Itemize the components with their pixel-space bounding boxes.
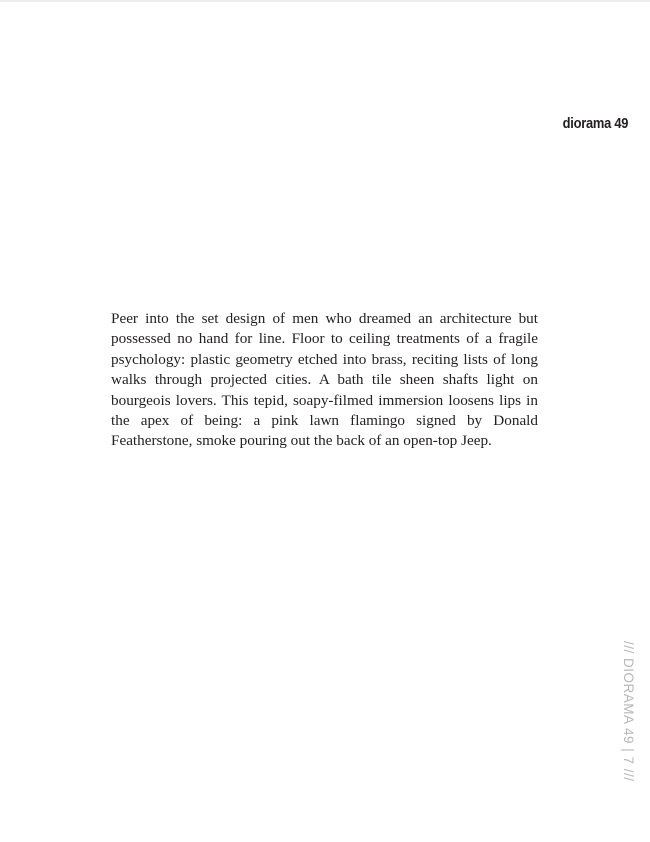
top-divider xyxy=(0,0,650,2)
page-folio: /// DIORAMA 49 | 7 /// xyxy=(621,641,636,782)
body-paragraph: Peer into the set design of men who dreamed an architecture but possessed no hand for line. Floor to ceiling treatments of a fragile psychology: plastic geometry etched into brass, reciting lists of long walks through projected cities. A bath tile sheen shafts light on bourgeois lovers. This tepid, soapy-filmed immersion loosens lips in the apex of being: a pink lawn flamingo signed by Donald Featherstone, smoke pouring out the back of an open-top Jeep. xyxy=(111,310,538,450)
running-head-title: diorama 49 xyxy=(562,115,628,132)
